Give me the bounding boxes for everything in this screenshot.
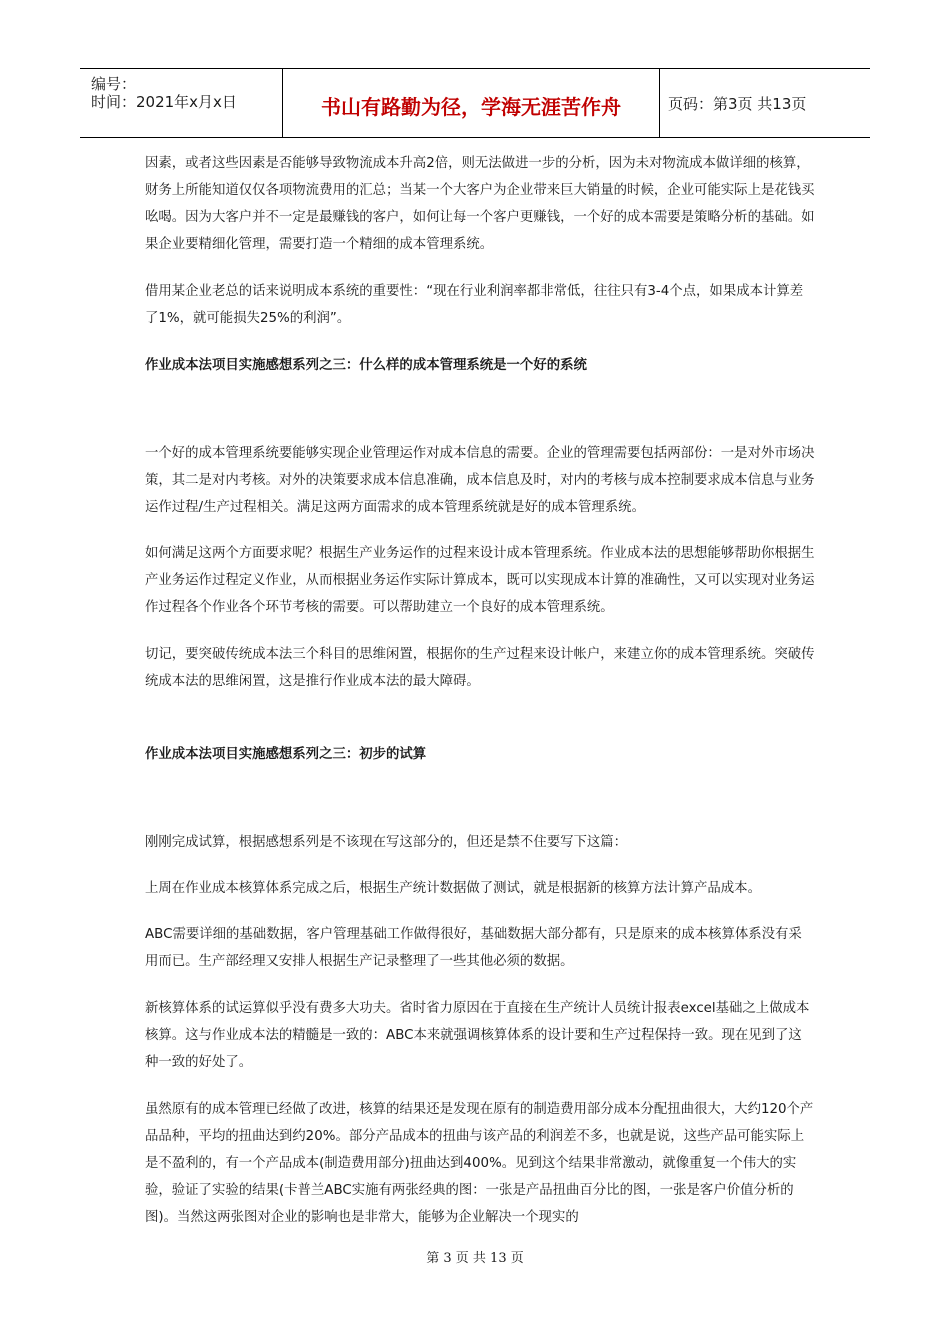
paragraph: 一个好的成本管理系统要能够实现企业管理运作对成本信息的需要。企业的管理需要包括两部份：一是对外市场决策，其二是对内考核。对外的决策要求成本信息准确，成本信息及时，对内的考核与成本控制要求成本信息与业务运作过程/生产过程相关。满足这两方面需求的成本管理系统就是好的成本管理系统。 (145, 446, 815, 515)
header-motto: 书山有路勤为径，学海无涯苦作舟 (321, 95, 621, 119)
paragraph: 虽然原有的成本管理已经做了改进，核算的结果还是发现在原有的制造费用部分成本分配扭曲很大，大约120个产品品种，平均的扭曲达到约20%。部分产品成本的扭曲与该产品的利润差不多，也就是说，这些产品可能实际上是不盈利的，有一个产品成本(制造费用部分)扭曲达到400%。见到这个结果非常激动，就像重复一个伟大的实验，验证了实验的结果(卡普兰ABC实施有两张经典的图：一张是产品扭曲百分比的图，一张是客户价值分析的图)。当然这两张图对企业的影响也是非常大，能够为企业解决一个现实的 (145, 1102, 814, 1225)
section-heading: 作业成本法项目实施感想系列之三：什么样的成本管理系统是一个好的系统 (145, 358, 587, 373)
header-page-cell (660, 69, 870, 137)
header-page-info: 页码：第3页 共13页 (668, 95, 807, 113)
paragraph: 新核算体系的试运算似乎没有费多大功夫。省时省力原因在于直接在生产统计人员统计报表excel基础之上做成本核算。这与作业成本法的精髓是一致的：ABC本来就强调核算体系的设计要和生产过程保持一致。现在见到了这种一致的好处了。 (145, 1001, 810, 1070)
page-footer: 第 3 页 共 13 页 (426, 1251, 524, 1266)
paragraph: 借用某企业老总的话来说明成本系统的重要性：“现在行业利润率都非常低，往往只有3-4个点，如果成本计算差了1%，就可能损失25%的利润”。 (145, 284, 804, 326)
document-date: 时间：2021年x月x日 (91, 93, 237, 111)
paragraph: 因素，或者这些因素是否能够导致物流成本升高2倍，则无法做进一步的分析，因为未对物流成本做详细的核算，财务上所能知道仅仅各项物流费用的汇总；当某一个大客户为企业带来巨大销量的时候，企业可能实际上是花钱买吆喝。因为大客户并不一定是最赚钱的客户，如何让每一个客户更赚钱，一个好的成本需要是策略分析的基础。如果企业要精细化管理，需要打造一个精细的成本管理系统。 (145, 156, 815, 252)
paragraph: ABC需要详细的基础数据，客户管理基础工作做得很好，基础数据大部分都有，只是原来的成本核算体系没有采用而已。生产部经理又安排人根据生产记录整理了一些其他必须的数据。 (145, 927, 802, 969)
paragraph: 上周在作业成本核算体系完成之后，根据生产统计数据做了测试，就是根据新的核算方法计算产品成本。 (145, 881, 761, 896)
header-info-cell (80, 69, 283, 137)
section-heading: 作业成本法项目实施感想系列之三：初步的试算 (145, 747, 427, 762)
document-number-label: 编号： (91, 75, 137, 93)
document-body (145, 150, 815, 1231)
page-header (80, 68, 870, 138)
paragraph: 如何满足这两个方面要求呢？根据生产业务运作的过程来设计成本管理系统。作业成本法的思想能够帮助你根据生产业务运作过程定义作业，从而根据业务运作实际计算成本，既可以实现成本计算的准确性，又可以实现对业务运作过程各个作业各个环节考核的需要。可以帮助建立一个良好的成本管理系统。 (145, 546, 815, 615)
header-motto-cell (283, 69, 660, 137)
paragraph: 刚刚完成试算，根据感想系列是不该现在写这部分的，但还是禁不住要写下这篇： (145, 835, 628, 850)
paragraph: 切记，要突破传统成本法三个科目的思维闲置，根据你的生产过程来设计帐户，来建立你的成本管理系统。突破传统成本法的思维闲置，这是推行作业成本法的最大障碍。 (145, 647, 815, 689)
